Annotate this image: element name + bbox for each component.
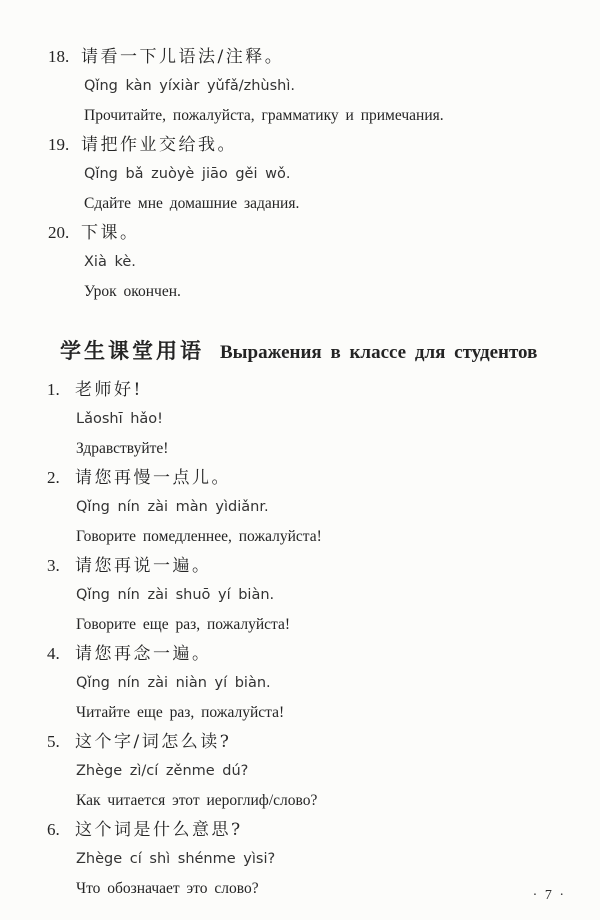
item-number: 4. <box>47 644 60 663</box>
russian-text: Говорите еще раз, пожалуйста! <box>76 616 291 633</box>
pinyin-text: Qǐng kàn yíxiàr yǔfǎ/zhùshì. <box>84 78 295 94</box>
item-number: 5. <box>47 732 60 751</box>
chinese-line <box>0 222 600 244</box>
item-number: 18. <box>48 47 70 66</box>
chinese-text: 请把作业交给我。 <box>81 135 237 155</box>
russian-text: Сдайте мне домашние задания. <box>84 195 300 212</box>
phrase-item <box>0 134 600 214</box>
chinese-line <box>0 819 600 841</box>
pinyin-text: Qǐng nín zài shuō yí biàn. <box>76 587 275 603</box>
phrase-item <box>0 555 600 635</box>
chinese-line <box>0 134 600 156</box>
phrase-item <box>0 379 600 459</box>
pinyin-text: Qǐng bǎ zuòyè jiāo gěi wǒ. <box>84 166 291 182</box>
page-number: · 7 · <box>532 888 566 903</box>
chinese-text: 下课。 <box>81 223 140 243</box>
russian-text: Урок окончен. <box>84 283 181 300</box>
phrase-item <box>0 643 600 723</box>
section-title-chinese: 学生课堂用语 <box>60 338 204 363</box>
student-phrases-list <box>0 379 600 899</box>
russian-text: Как читается этот иероглиф/слово? <box>76 792 318 809</box>
pinyin-text: Zhège zì/cí zěnme dú? <box>76 763 249 779</box>
item-number: 3. <box>47 556 60 575</box>
russian-text: Что обозначает это слово? <box>76 880 259 897</box>
chinese-text: 这个词是什么意思? <box>75 820 243 840</box>
phrase-item <box>0 46 600 126</box>
chinese-text: 请您再念一遍。 <box>75 644 212 664</box>
chinese-line <box>0 731 600 753</box>
section-title-russian: Выражения в классе для студентов <box>220 342 538 363</box>
chinese-text: 老师好! <box>75 380 143 400</box>
pinyin-text: Zhège cí shì shénme yìsi? <box>76 851 276 867</box>
chinese-text: 请您再慢一点儿。 <box>75 468 231 488</box>
pinyin-text: Qǐng nín zài niàn yí biàn. <box>76 675 271 691</box>
pinyin-text: Xià kè. <box>84 254 136 270</box>
russian-text: Здравствуйте! <box>76 440 169 457</box>
chinese-text: 请看一下儿语法/注释。 <box>81 47 285 67</box>
phrase-item <box>0 819 600 899</box>
item-number: 2. <box>47 468 60 487</box>
section-header <box>60 338 600 367</box>
item-number: 1. <box>47 380 60 399</box>
russian-text: Читайте еще раз, пожалуйста! <box>76 704 285 721</box>
item-number: 19. <box>48 135 70 154</box>
phrase-item <box>0 731 600 811</box>
russian-text: Говорите помедленнее, пожалуйста! <box>76 528 322 545</box>
chinese-line <box>0 643 600 665</box>
chinese-line <box>0 467 600 489</box>
phrase-item <box>0 222 600 302</box>
pinyin-text: Lǎoshī hǎo! <box>76 411 163 427</box>
chinese-line <box>0 46 600 68</box>
item-number: 6. <box>47 820 60 839</box>
phrase-item <box>0 467 600 547</box>
chinese-text: 请您再说一遍。 <box>75 556 212 576</box>
chinese-line <box>0 555 600 577</box>
teacher-phrases-list <box>0 46 600 302</box>
russian-text: Прочитайте, пожалуйста, грамматику и примечания. <box>84 107 444 124</box>
item-number: 20. <box>48 223 70 242</box>
chinese-line <box>0 379 600 401</box>
chinese-text: 这个字/词怎么读? <box>75 732 232 752</box>
pinyin-text: Qǐng nín zài màn yìdiǎnr. <box>76 499 269 515</box>
